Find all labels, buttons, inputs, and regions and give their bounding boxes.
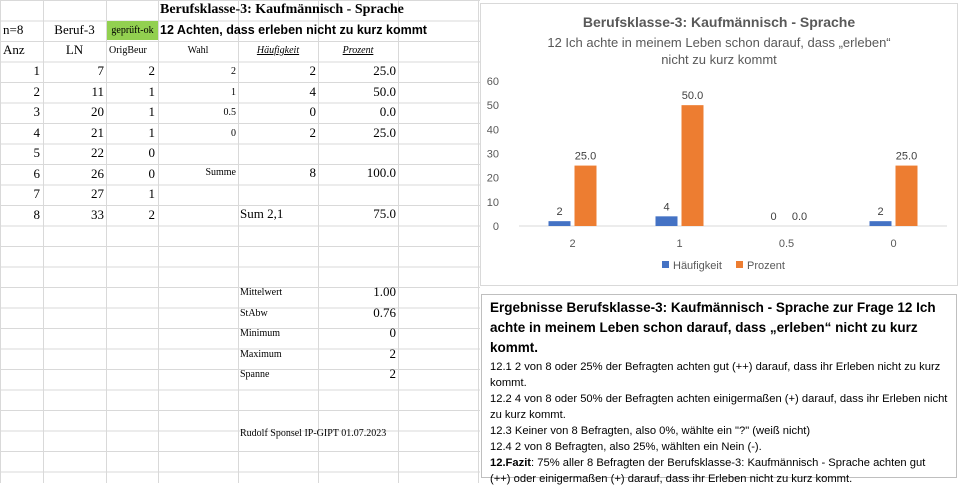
summe-haeufigkeit[interactable]: 8: [309, 165, 316, 180]
cell-haeufigkeit[interactable]: 2: [309, 124, 316, 140]
fazit-label: 12.Fazit: [490, 457, 532, 469]
cell-origbeur[interactable]: 1: [148, 104, 155, 119]
header-haeufigkeit[interactable]: Häufigkeit: [256, 45, 300, 56]
cell-ln[interactable]: 26: [91, 165, 104, 181]
cell-ln[interactable]: 21: [91, 124, 104, 140]
results-line: 12.4 2 von 8 Befragten, also 25%, wählten ein Nein (-).: [490, 441, 762, 453]
beruf-label[interactable]: Beruf-3: [54, 22, 95, 37]
checked-badge[interactable]: geprüft-ok: [107, 21, 158, 40]
cell-prozent[interactable]: 0.0: [379, 104, 396, 119]
bar-haeufigkeit: [549, 221, 571, 226]
stat-value[interactable]: 0: [389, 325, 396, 340]
sheet-title[interactable]: Berufsklasse-3: Kaufmännisch - Sprache: [160, 2, 404, 17]
stat-value[interactable]: 0.76: [373, 304, 396, 320]
cell-haeufigkeit[interactable]: 2: [309, 63, 316, 78]
chart-title: Berufsklasse-3: Kaufmännisch - Sprache: [582, 14, 856, 30]
legend-label: Häufigkeit: [673, 260, 722, 272]
header-ln[interactable]: LN: [65, 42, 84, 57]
y-tick-label: 30: [486, 148, 499, 161]
y-tick-label: 10: [486, 196, 499, 209]
bar-haeufigkeit: [870, 221, 892, 226]
y-tick-label: 50: [486, 100, 499, 113]
legend-swatch: [662, 261, 669, 268]
n-label[interactable]: n=8: [3, 22, 24, 37]
cell-anz[interactable]: 2: [33, 83, 40, 99]
chart-panel[interactable]: [480, 3, 958, 286]
stat-label[interactable]: StAbw: [240, 307, 268, 319]
fazit-text: : 75% aller 8 Befragten der Berufsklasse-3: Kaufmännisch - Sprache achten gut (++) oder einigermaßen (+) darauf, dass ihr Erleben nicht zu kurz kommt.: [490, 457, 926, 485]
header-anz[interactable]: Anz: [3, 42, 25, 57]
stat-value[interactable]: 1.00: [373, 284, 396, 299]
header-prozent[interactable]: Prozent: [342, 45, 374, 56]
cell-anz[interactable]: 8: [33, 206, 40, 222]
spreadsheet[interactable]: [0, 0, 480, 483]
cell-anz[interactable]: 7: [33, 186, 40, 201]
question-label[interactable]: 12 Achten, dass erleben nicht zu kurz kommt: [160, 23, 427, 37]
legend-swatch: [736, 261, 743, 268]
stat-label[interactable]: Minimum: [240, 328, 281, 339]
cell-ln[interactable]: 33: [91, 206, 104, 222]
data-label: 25.0: [574, 150, 597, 163]
summe-label[interactable]: Summe: [205, 167, 236, 178]
cell-origbeur[interactable]: 2: [148, 206, 155, 222]
sum21-value[interactable]: 75.0: [373, 206, 396, 221]
data-label: 2: [877, 206, 884, 219]
cell-origbeur[interactable]: 1: [148, 186, 155, 201]
x-tick-label: 0.5: [778, 238, 795, 250]
bar-haeufigkeit: [656, 216, 678, 226]
column-divider: [398, 0, 399, 483]
stat-value[interactable]: 2: [389, 366, 396, 381]
data-label: 0: [770, 211, 777, 223]
sum21-label[interactable]: Sum 2,1: [240, 206, 284, 221]
header-wahl[interactable]: Wahl: [187, 45, 209, 56]
cell-origbeur[interactable]: 1: [148, 83, 155, 99]
chart-subtitle-line2: nicht zu kurz kommt: [661, 52, 777, 67]
data-label: 50.0: [681, 90, 704, 103]
cell-prozent[interactable]: 25.0: [373, 124, 396, 140]
stat-label[interactable]: Mittelwert: [240, 287, 283, 298]
cell-ln[interactable]: 7: [97, 63, 104, 78]
data-label: 2: [556, 206, 563, 219]
bar-prozent: [575, 166, 597, 226]
results-textbox[interactable]: [481, 294, 957, 485]
cell-wahl[interactable]: 0.5: [223, 107, 236, 118]
y-tick-label: 20: [486, 172, 499, 185]
cell-prozent[interactable]: 50.0: [373, 83, 396, 99]
x-tick-label: 0: [890, 238, 897, 250]
cell-wahl[interactable]: 0: [231, 127, 236, 139]
cell-origbeur[interactable]: 2: [148, 63, 155, 78]
bar-prozent: [896, 166, 918, 226]
chart-subtitle-line1: 12 Ich achte in meinem Leben schon darauf, dass „erleben“: [547, 35, 891, 50]
author-credit[interactable]: Rudolf Sponsel IP-GIPT 01.07.2023: [240, 428, 387, 439]
cell-anz[interactable]: 3: [33, 104, 40, 119]
data-label: 25.0: [895, 150, 918, 163]
cell-anz[interactable]: 4: [33, 124, 40, 140]
cell-origbeur[interactable]: 1: [148, 124, 155, 140]
summe-prozent[interactable]: 100.0: [366, 165, 396, 180]
results-fazit: [490, 455, 948, 487]
bar-prozent: [682, 105, 704, 226]
stat-value[interactable]: 2: [389, 345, 396, 361]
x-tick-label: 1: [676, 238, 683, 250]
cell-anz[interactable]: 6: [33, 165, 40, 181]
cell-wahl[interactable]: 1: [231, 86, 236, 98]
cell-ln[interactable]: 11: [91, 83, 104, 99]
column-divider: [478, 0, 479, 483]
cell-haeufigkeit[interactable]: 4: [309, 83, 316, 99]
cell-origbeur[interactable]: 0: [148, 165, 155, 181]
cell-anz[interactable]: 1: [33, 63, 40, 78]
cell-origbeur[interactable]: 0: [148, 145, 155, 160]
stat-label[interactable]: Maximum: [240, 348, 282, 360]
cell-ln[interactable]: 20: [91, 104, 104, 119]
cell-prozent[interactable]: 25.0: [373, 63, 396, 78]
y-tick-label: 60: [486, 76, 499, 88]
results-line: 12.1 2 von 8 oder 25% der Befragten achten gut (++) darauf, dass ihr Erleben nicht zu kurz kommt.: [490, 361, 941, 389]
cell-anz[interactable]: 5: [33, 145, 40, 160]
results-heading: Ergebnisse Berufsklasse-3: Kaufmännisch - Sprache zur Frage 12 Ich achte in meinem Leben schon darauf, dass „erleben“ nicht zu kurz kommt.: [490, 300, 936, 355]
cell-ln[interactable]: 22: [91, 145, 104, 160]
cell-ln[interactable]: 27: [91, 186, 104, 201]
cell-wahl[interactable]: 2: [231, 66, 236, 77]
y-tick-label: 40: [486, 124, 499, 137]
x-tick-label: 2: [569, 238, 576, 250]
cell-haeufigkeit[interactable]: 0: [309, 104, 316, 119]
stat-label[interactable]: Spanne: [240, 369, 270, 380]
legend-label: Prozent: [747, 260, 785, 272]
data-label: 4: [663, 201, 670, 214]
results-line: 12.3 Keiner von 8 Befragten, also 0%, wählte ein "?" (weiß nicht): [490, 425, 811, 437]
y-tick-label: 0: [492, 221, 499, 233]
header-origbeur[interactable]: OrigBeur: [109, 45, 147, 56]
results-line: 12.2 4 von 8 oder 50% der Befragten achten einigermaßen (+) darauf, dass ihr Erleben nicht zu kurz kommt.: [490, 393, 948, 421]
bar-chart: [481, 4, 957, 285]
data-label: 0.0: [791, 211, 808, 223]
